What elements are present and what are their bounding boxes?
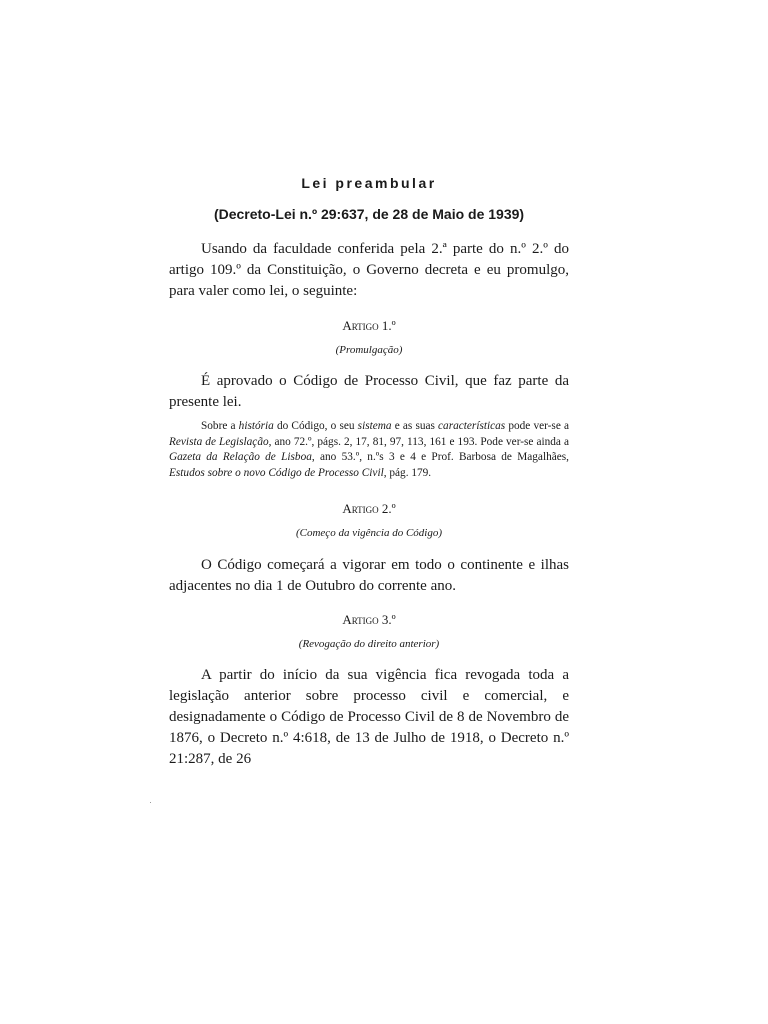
article-1-heading: Artigo 1.º xyxy=(342,318,396,333)
article-1-text: É aprovado o Código de Processo Civil, que faz parte da presente lei. xyxy=(169,373,569,410)
document-title: Lei preambular xyxy=(301,175,437,191)
article-2-heading: Artigo 2.º xyxy=(342,501,396,516)
scan-speck xyxy=(150,802,151,803)
article-2-rubric: (Começo da vigência do Código) xyxy=(295,527,443,539)
article-1-rubric: (Promulgação) xyxy=(335,344,403,356)
article-2-text: O Código começará a vigorar em todo o continente e ilhas adjacentes no dia 1 de Outubro do corrente ano. xyxy=(169,557,569,594)
article-3-rubric: (Revogação do direito anterior) xyxy=(298,638,440,650)
document-subtitle: (Decreto-Lei n.º 29:637, de 28 de Maio de 1939) xyxy=(213,206,525,222)
intro-paragraph: Usando da faculdade conferida pela 2.ª parte do n.º 2.º do artigo 109.º da Constituição, o Governo decreta e eu promulgo, para valer como lei, o seguinte: xyxy=(169,241,569,299)
article-1-note: Sobre a história do Código, o seu sistema e as suas características pode ver-se a Revista de Legislação, ano 72.º, págs. 2, 17, 81, 97, 113, 161 e 193. Pode ver-se ainda a Gazeta da Relação de Lisboa, ano 53.º, n.ºs 3 e 4 e Prof. Barbosa de Magalhães, Estudos sobre o novo Código de Processo Civil, pág. 179. xyxy=(169,420,570,479)
article-3-heading: Artigo 3.º xyxy=(342,612,396,627)
article-3-text: A partir do início da sua vigência fica revogada toda a legislação anterior sobre processo civil e comercial, e designadamente o Código de Processo Civil de 8 de Novembro de 1876, o Decreto n.º 4:618, de 13 de Julho de 1918, o Decreto n.º 21:287, de 26 xyxy=(169,667,569,767)
